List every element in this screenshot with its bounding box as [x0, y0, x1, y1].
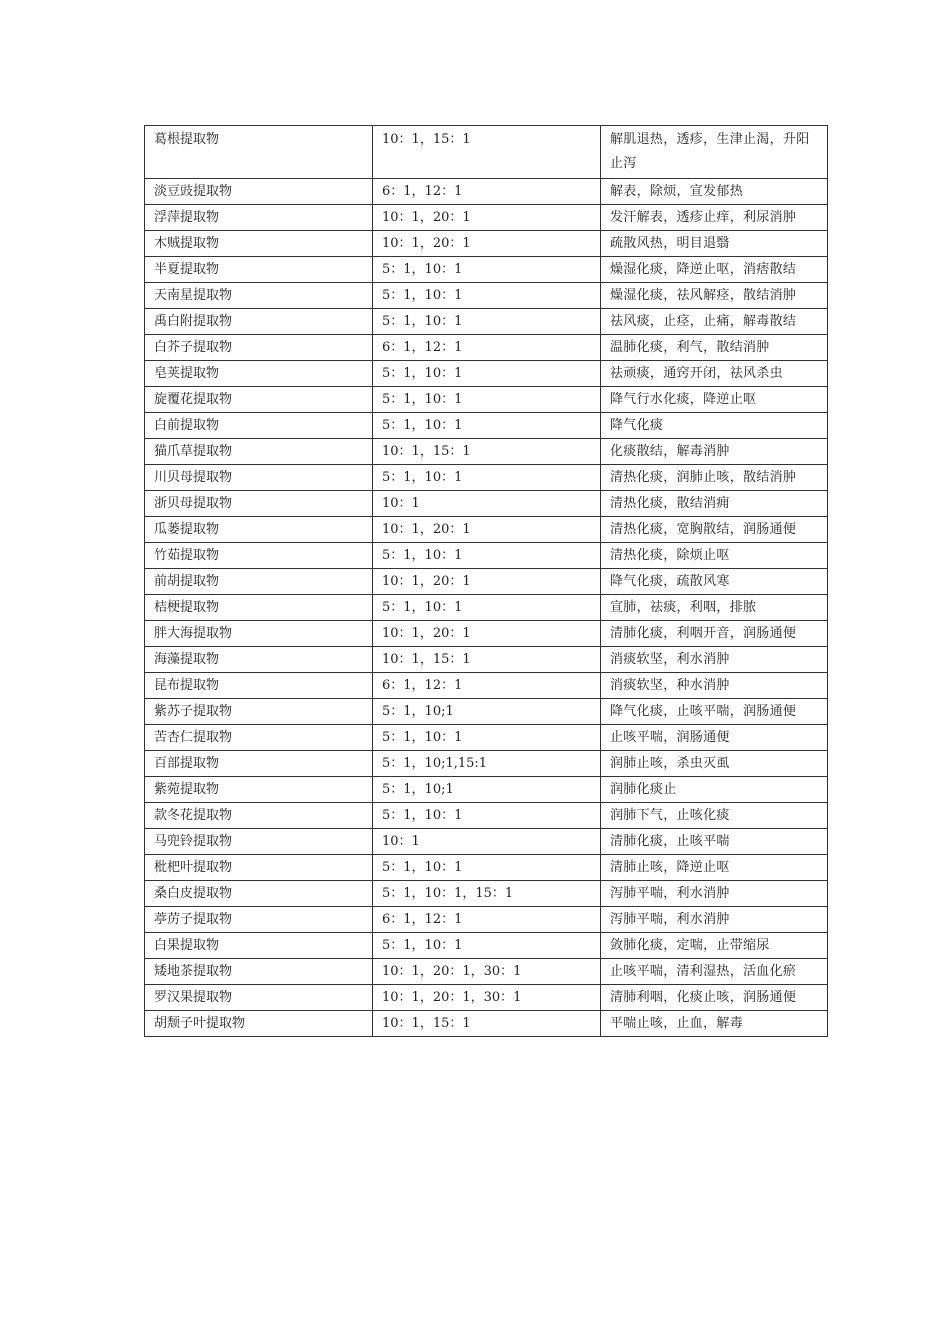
extract-effect-cell: 润肺止咳，杀虫灭虱 [601, 751, 828, 777]
extract-name-cell: 马兜铃提取物 [145, 829, 373, 855]
extract-effect-cell: 消痰软坚，种水消肿 [601, 673, 828, 699]
extract-ratio-cell: 5：1，10：1 [373, 543, 601, 569]
extract-ratio-cell: 5：1，10：1 [373, 803, 601, 829]
extract-name-cell: 罗汉果提取物 [145, 985, 373, 1011]
table-row [145, 387, 828, 413]
extract-name-cell: 百部提取物 [145, 751, 373, 777]
table-row [145, 126, 828, 179]
extract-name-cell: 浮萍提取物 [145, 205, 373, 231]
table-row [145, 413, 828, 439]
extract-effect-cell: 止咳平喘，清利湿热，活血化瘀 [601, 959, 828, 985]
extract-name-cell: 海藻提取物 [145, 647, 373, 673]
extract-ratio-cell: 5：1，10;1 [373, 777, 601, 803]
extract-effect-cell: 敛肺化痰，定喘，止带缩尿 [601, 933, 828, 959]
extract-effect-cell: 清肺化痰，止咳平喘 [601, 829, 828, 855]
extract-ratio-cell: 6：1，12：1 [373, 907, 601, 933]
extract-ratio-cell: 10：1，20：1 [373, 621, 601, 647]
extract-ratio-cell: 5：1，10：1 [373, 855, 601, 881]
extract-name-cell: 川贝母提取物 [145, 465, 373, 491]
table-row [145, 543, 828, 569]
extract-effect-cell: 清热化痰，宽胸散结，润肠通便 [601, 517, 828, 543]
table-row [145, 595, 828, 621]
extract-ratio-cell: 10：1，15：1 [373, 1011, 601, 1037]
extract-ratio-cell: 5：1，10;1 [373, 699, 601, 725]
extract-name-cell: 瓜蒌提取物 [145, 517, 373, 543]
extract-name-cell: 紫苏子提取物 [145, 699, 373, 725]
table-row [145, 283, 828, 309]
extract-ratio-cell: 10：1 [373, 829, 601, 855]
extract-ratio-cell: 10：1，15：1 [373, 126, 601, 179]
extract-effect-cell: 温肺化痰，利气，散结消肿 [601, 335, 828, 361]
extract-ratio-cell: 10：1，20：1，30：1 [373, 959, 601, 985]
extract-effect-cell: 清热化痰，散结消痈 [601, 491, 828, 517]
table-row [145, 647, 828, 673]
table-row [145, 985, 828, 1011]
table-row [145, 699, 828, 725]
extract-effect-cell: 解肌退热，透疹，生津止渴，升阳止泻 [601, 126, 828, 179]
extract-effect-cell: 祛顽痰，通窍开闭，祛风杀虫 [601, 361, 828, 387]
table-row [145, 881, 828, 907]
extract-name-cell: 皂荚提取物 [145, 361, 373, 387]
extract-name-cell: 胡颓子叶提取物 [145, 1011, 373, 1037]
extract-effect-cell: 清肺化痰，利咽开音，润肠通便 [601, 621, 828, 647]
extract-name-cell: 昆布提取物 [145, 673, 373, 699]
extract-effect-cell: 清热化痰，润肺止咳，散结消肿 [601, 465, 828, 491]
extract-effect-cell: 平喘止咳，止血，解毒 [601, 1011, 828, 1037]
extract-ratio-cell: 6：1，12：1 [373, 179, 601, 205]
extract-name-cell: 旋覆花提取物 [145, 387, 373, 413]
table-row [145, 855, 828, 881]
extract-ratio-cell: 10：1，20：1，30：1 [373, 985, 601, 1011]
table-row [145, 933, 828, 959]
table-row [145, 491, 828, 517]
extract-ratio-cell: 5：1，10：1 [373, 283, 601, 309]
extract-ratio-cell: 5：1，10：1 [373, 361, 601, 387]
extract-name-cell: 矮地茶提取物 [145, 959, 373, 985]
extract-effect-cell: 降气化痰，止咳平喘，润肠通便 [601, 699, 828, 725]
table-row [145, 621, 828, 647]
extract-effect-cell: 润肺化痰止 [601, 777, 828, 803]
extract-ratio-cell: 10：1，15：1 [373, 647, 601, 673]
extract-effect-cell: 祛风痰，止痉，止痛，解毒散结 [601, 309, 828, 335]
extract-ratio-cell: 5：1，10：1，15：1 [373, 881, 601, 907]
extract-ratio-cell: 10：1，20：1 [373, 205, 601, 231]
table-row [145, 205, 828, 231]
table-row [145, 829, 828, 855]
extract-ratio-cell: 5：1，10：1 [373, 309, 601, 335]
table-row [145, 179, 828, 205]
table-row [145, 465, 828, 491]
extract-name-cell: 苦杏仁提取物 [145, 725, 373, 751]
extract-ratio-cell: 5：1，10;1,15:1 [373, 751, 601, 777]
extract-name-cell: 木贼提取物 [145, 231, 373, 257]
extract-ratio-cell: 10：1，15：1 [373, 439, 601, 465]
extract-name-cell: 浙贝母提取物 [145, 491, 373, 517]
table-row [145, 569, 828, 595]
extract-effect-cell: 止咳平喘，润肠通便 [601, 725, 828, 751]
extract-effect-cell: 润肺下气，止咳化痰 [601, 803, 828, 829]
extract-effect-cell: 宣肺，祛痰，利咽，排脓 [601, 595, 828, 621]
extract-name-cell: 桔梗提取物 [145, 595, 373, 621]
table-row [145, 231, 828, 257]
extract-effect-cell: 化痰散结，解毒消肿 [601, 439, 828, 465]
extract-ratio-cell: 6：1，12：1 [373, 673, 601, 699]
extract-effect-cell: 消痰软坚，利水消肿 [601, 647, 828, 673]
extract-ratio-cell: 5：1，10：1 [373, 725, 601, 751]
extract-ratio-cell: 5：1，10：1 [373, 413, 601, 439]
extract-ratio-cell: 5：1，10：1 [373, 933, 601, 959]
extract-name-cell: 胖大海提取物 [145, 621, 373, 647]
extract-ratio-cell: 10：1 [373, 491, 601, 517]
extract-name-cell: 天南星提取物 [145, 283, 373, 309]
extract-name-cell: 猫爪草提取物 [145, 439, 373, 465]
extract-name-cell: 淡豆豉提取物 [145, 179, 373, 205]
table-row [145, 777, 828, 803]
extract-name-cell: 桑白皮提取物 [145, 881, 373, 907]
table-row [145, 257, 828, 283]
table-row [145, 361, 828, 387]
extract-effect-cell: 发汗解表，透疹止痒，利尿消肿 [601, 205, 828, 231]
extract-name-cell: 葶苈子提取物 [145, 907, 373, 933]
extract-ratio-cell: 6：1，12：1 [373, 335, 601, 361]
extract-name-cell: 白前提取物 [145, 413, 373, 439]
table-row [145, 725, 828, 751]
table-row [145, 309, 828, 335]
extract-effect-cell: 清肺止咳，降逆止呕 [601, 855, 828, 881]
table-row [145, 751, 828, 777]
extract-name-cell: 紫菀提取物 [145, 777, 373, 803]
extract-effect-cell: 降气行水化痰，降逆止呕 [601, 387, 828, 413]
extract-ratio-cell: 5：1，10：1 [373, 595, 601, 621]
extract-name-cell: 禹白附提取物 [145, 309, 373, 335]
extract-ratio-cell: 5：1，10：1 [373, 465, 601, 491]
extract-effect-cell: 清热化痰，除烦止呕 [601, 543, 828, 569]
table-row [145, 673, 828, 699]
extract-name-cell: 半夏提取物 [145, 257, 373, 283]
extract-name-cell: 前胡提取物 [145, 569, 373, 595]
extract-name-cell: 竹茹提取物 [145, 543, 373, 569]
extract-ratio-cell: 10：1，20：1 [373, 569, 601, 595]
extract-effect-cell: 疏散风热，明目退翳 [601, 231, 828, 257]
extract-table [144, 125, 828, 1037]
extract-effect-cell: 泻肺平喘，利水消肿 [601, 907, 828, 933]
table-row [145, 439, 828, 465]
extract-ratio-cell: 5：1，10：1 [373, 257, 601, 283]
extract-name-cell: 白芥子提取物 [145, 335, 373, 361]
table-body [145, 126, 828, 1037]
extract-effect-cell: 解表，除烦，宣发郁热 [601, 179, 828, 205]
extract-effect-cell: 清肺利咽，化痰止咳，润肠通便 [601, 985, 828, 1011]
table-row [145, 517, 828, 543]
table-row [145, 959, 828, 985]
extract-effect-cell: 燥湿化痰，祛风解痉，散结消肿 [601, 283, 828, 309]
table-row [145, 803, 828, 829]
extract-effect-cell: 降气化痰 [601, 413, 828, 439]
extract-name-cell: 葛根提取物 [145, 126, 373, 179]
table-row [145, 335, 828, 361]
extract-effect-cell: 燥湿化痰，降逆止呕，消痞散结 [601, 257, 828, 283]
extract-name-cell: 枇杷叶提取物 [145, 855, 373, 881]
extract-name-cell: 款冬花提取物 [145, 803, 373, 829]
extract-ratio-cell: 5：1，10：1 [373, 387, 601, 413]
table-row [145, 907, 828, 933]
extract-ratio-cell: 10：1，20：1 [373, 517, 601, 543]
extract-effect-cell: 降气化痰，疏散风寒 [601, 569, 828, 595]
extract-name-cell: 白果提取物 [145, 933, 373, 959]
extract-ratio-cell: 10：1，20：1 [373, 231, 601, 257]
extract-effect-cell: 泻肺平喘，利水消肿 [601, 881, 828, 907]
table-row [145, 1011, 828, 1037]
